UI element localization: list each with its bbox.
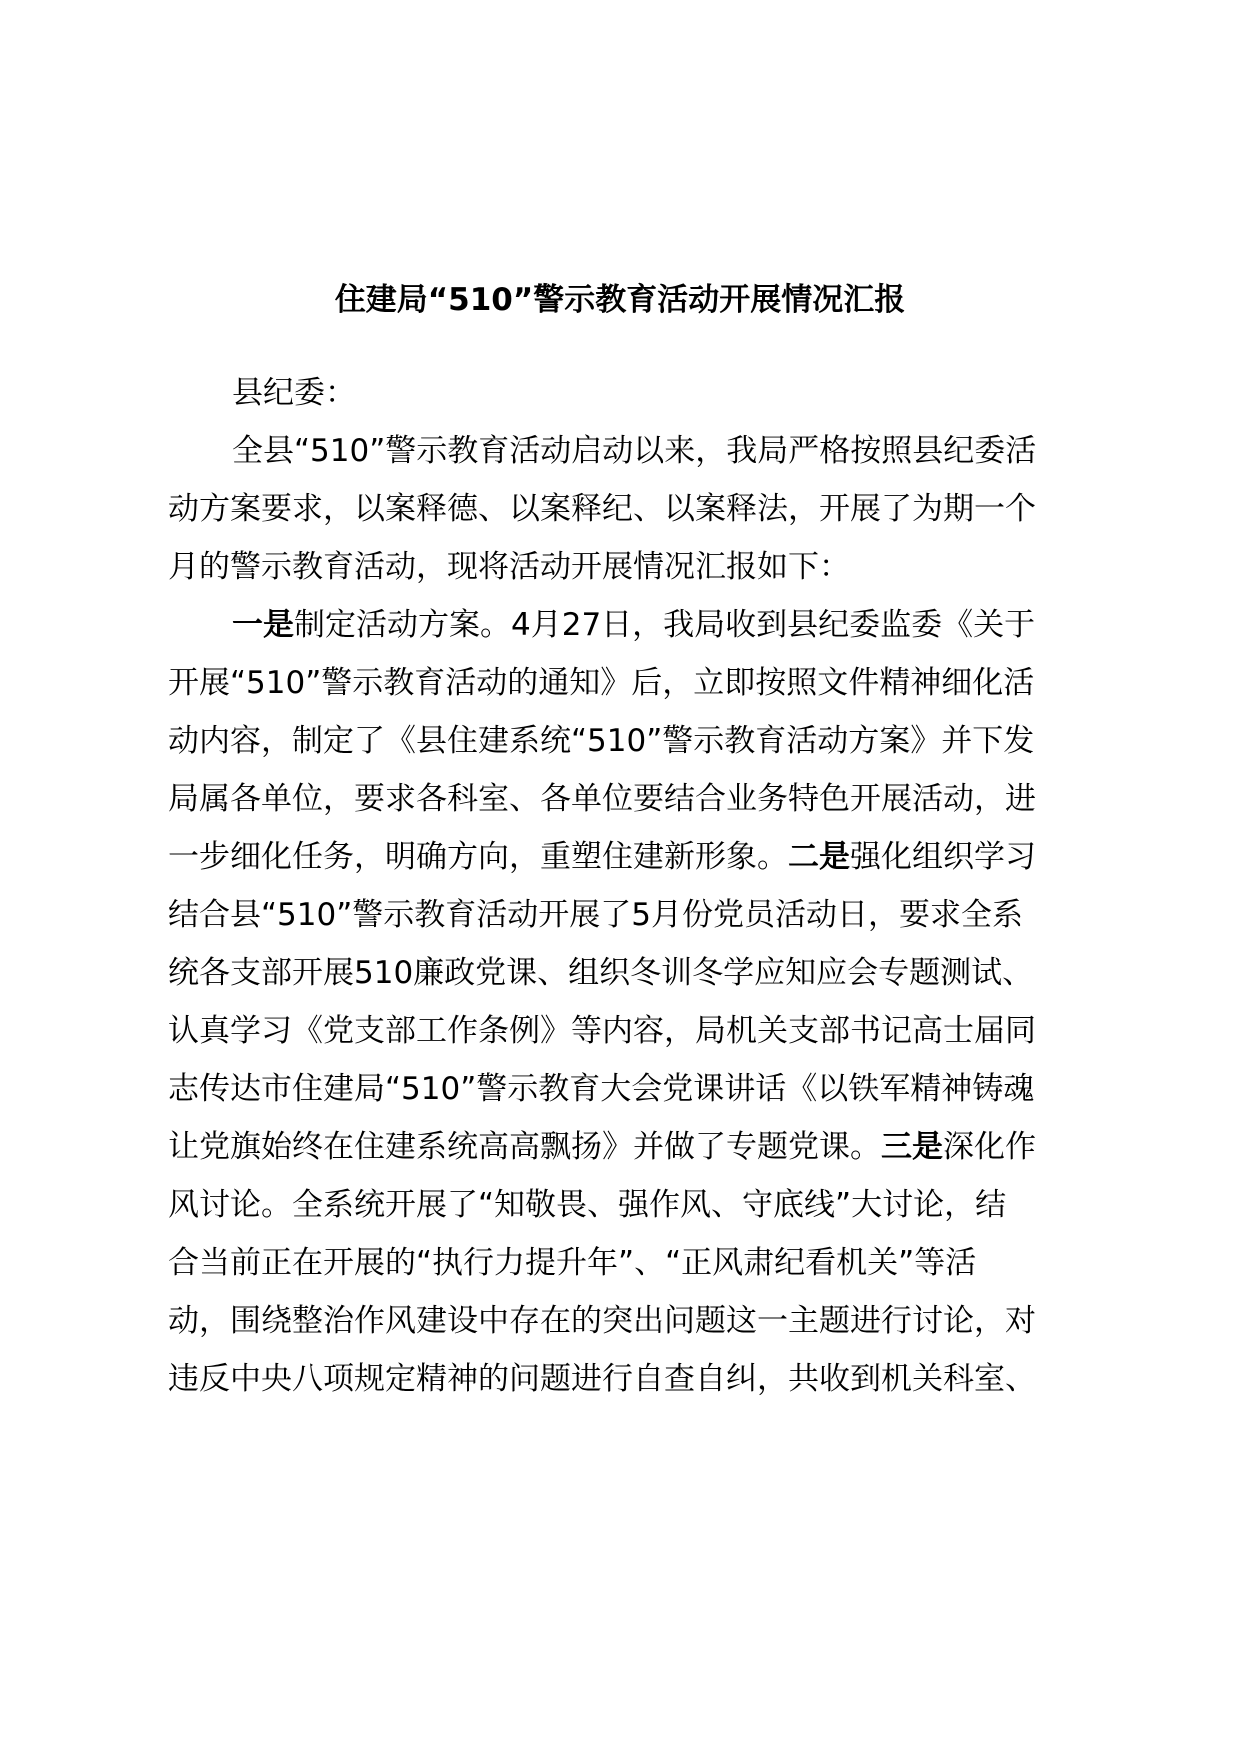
paragraph-line <box>168 835 1036 879</box>
line-text: 强化组织学习 <box>850 839 1036 875</box>
paragraph-line: 认真学习《党支部工作条例》等内容，局机关支部书记高士届同 <box>168 1013 1036 1049</box>
paragraph-line: 结合县“510”警示教育活动开展了5月份党员活动日，要求全系 <box>168 897 1024 933</box>
line-text: 制定活动方案。4月27日，我局收到县纪委监委《关于 <box>294 607 1036 643</box>
line-text: 让党旗始终在住建系统高高飘扬》并做了专题党课。 <box>168 1129 881 1165</box>
line-text: 深化作 <box>943 1129 1036 1165</box>
paragraph-line: 违反中央八项规定精神的问题进行自查自纠，共收到机关科室、 <box>168 1361 1036 1397</box>
paragraph-line: 开展“510”警示教育活动的通知》后，立即按照文件精神细化活 <box>168 665 1035 701</box>
lead-label-first: 一是 <box>232 607 294 643</box>
paragraph-line: 动方案要求，以案释德、以案释纪、以案释法，开展了为期一个 <box>168 491 1036 527</box>
paragraph-line: 动内容，制定了《县住建系统“510”警示教育活动方案》并下发 <box>168 723 1035 759</box>
paragraph-line: 动，围绕整治作风建设中存在的突出问题这一主题进行讨论，对 <box>168 1303 1036 1339</box>
salutation: 县纪委： <box>232 375 356 411</box>
lead-label-third: 三是 <box>881 1129 943 1165</box>
paragraph-line: 全县“510”警示教育活动启动以来，我局严格按照县纪委活 <box>232 433 1037 469</box>
paragraph-line: 统各支部开展510廉政党课、组织冬训冬学应知应会专题测试、 <box>168 955 1034 991</box>
document-title: 住建局“510”警示教育活动开展情况汇报 <box>334 282 906 318</box>
paragraph-line: 合当前正在开展的“执行力提升年”、“正风肃纪看机关”等活 <box>168 1245 977 1281</box>
paragraph-line: 月的警示教育活动，现将活动开展情况汇报如下： <box>168 549 850 585</box>
paragraph-line: 局属各单位，要求各科室、各单位要结合业务特色开展活动，进 <box>168 781 1036 817</box>
lead-label-second: 二是 <box>788 839 850 875</box>
paragraph-line <box>168 1125 1036 1169</box>
paragraph-line: 志传达市住建局“510”警示教育大会党课讲话《以铁军精神铸魂 <box>168 1071 1035 1107</box>
paragraph-line <box>232 603 1035 647</box>
line-text: 一步细化任务，明确方向，重塑住建新形象。 <box>168 839 788 875</box>
paragraph-line: 风讨论。全系统开展了“知敬畏、强作风、守底线”大讨论，结 <box>168 1187 1007 1223</box>
